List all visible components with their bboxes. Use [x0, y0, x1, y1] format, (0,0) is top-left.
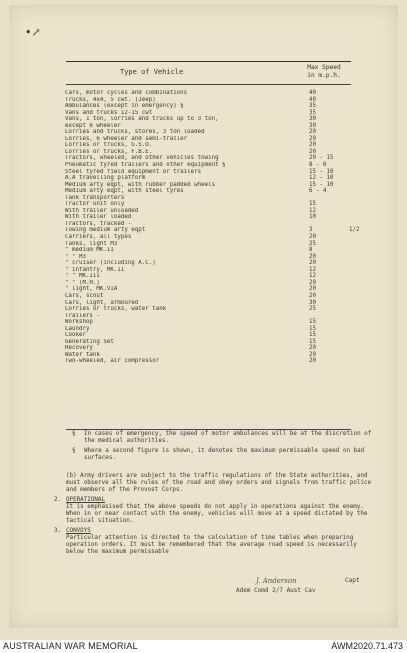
vehicle-type-cell: Cars, scout [65, 292, 104, 299]
paragraph [54, 528, 372, 556]
vehicle-type-cell: Carriers, all types [65, 234, 132, 241]
paragraphs [54, 473, 372, 559]
vehicle-type-cell: A.A travelling platform [65, 175, 146, 182]
paragraph-heading: OPERATIONAL [66, 497, 106, 503]
footer-bar [0, 640, 407, 653]
max-speed-cell: 35 [309, 103, 316, 110]
paragraph [54, 497, 372, 525]
max-speed-cell: 20 [309, 260, 316, 267]
vehicle-type-cell: Steel tyred field equipment or trailers [65, 168, 202, 175]
footnote-mark: § [72, 431, 76, 437]
vehicle-type-cell: Medium arty eqpt, with steel tyres [65, 188, 184, 195]
max-speed-cell: 20 [309, 292, 316, 299]
max-speed-cell: 40 [309, 96, 316, 103]
paragraph [54, 473, 372, 494]
max-speed-cell: 20 [309, 345, 316, 352]
vehicle-type-cell: except 6 wheeler [65, 122, 121, 129]
paragraph-number [54, 473, 66, 494]
vehicle-type-cell: Lorries or trucks, water tank [65, 306, 167, 313]
max-speed-cell: 15 [309, 338, 316, 345]
max-speed-cell: 20 [309, 279, 316, 286]
footer-accession-number: AWM2020.71.473 [331, 641, 403, 651]
footnote-mark: § [72, 448, 76, 454]
table-end-rule [66, 429, 351, 430]
max-speed-cell: 12 [309, 207, 316, 214]
max-speed-cell: 15 [309, 332, 316, 339]
max-speed-cell: 12 - 10 [309, 175, 334, 182]
vehicle-type-cell: Trailers - [65, 312, 100, 319]
paragraph-body [66, 497, 372, 525]
vehicle-type-cell: Pneumatic tyred trailers and other equipment § [65, 162, 226, 169]
max-speed-cell: 35 [309, 109, 316, 116]
vehicle-type-cell: Workshop [65, 319, 93, 326]
vehicle-type-cell: Two-wheeled, air compressor [65, 358, 160, 365]
vehicle-type-cell: Tanks, light M3 [65, 240, 118, 247]
max-speed-cell: 12 [309, 266, 316, 273]
footnote-text: Where a second figure is shown, it denotes the maximum permissable speed on bad surfaces. [84, 448, 365, 461]
max-speed-cell: 20 [309, 351, 316, 358]
max-speed-cell: 30 [309, 122, 316, 129]
max-speed-cell: 15 - 10 [309, 168, 334, 175]
max-speed-extra-cell [349, 358, 369, 365]
max-speed-cell: 20 [309, 253, 316, 260]
column-header-vehicle-type: Type of Vehicle [120, 68, 184, 76]
max-speed-cell: 40 [309, 90, 316, 96]
vehicle-type-cell: " " (M.H.) [65, 279, 100, 286]
max-speed-cell: 20 [309, 358, 316, 365]
vehicle-type-cell: Vans and trucks 12-15 cwt [65, 109, 153, 116]
vehicle-type-cell: " " M3 [65, 253, 86, 260]
paragraph-text: It is emphasised that the above speeds do not apply in operations against the enemy. When in or near contact with the enemy, vehicles will move at a speed dictated by the tactical situation. [66, 504, 368, 524]
max-speed-extra-cell: 1/2 [349, 227, 360, 234]
paragraph-heading: CONVOYS [66, 528, 91, 534]
max-speed-cell: 20 - 15 [309, 155, 334, 162]
vehicle-type-cell: Tractors, tracked - [65, 220, 132, 227]
paragraph-body [66, 473, 372, 494]
vehicle-type-cell: Medium arty eqpt, with rubber padded wheels [65, 181, 216, 188]
table-header-rule [66, 84, 351, 85]
max-speed-cell: 6 - 4 [309, 188, 327, 195]
speed-table [65, 90, 365, 365]
signature: J. Anderson [256, 577, 297, 585]
vehicle-type-cell: Cooker [65, 332, 86, 339]
max-speed-cell: 10 [309, 214, 316, 221]
vehicle-type-cell: With trailer loaded [65, 214, 132, 221]
footer-institution: AUSTRALIAN WAR MEMORIAL [3, 641, 138, 651]
table-top-rule [66, 61, 351, 62]
paragraph-text: Particular attention is directed to the calculation of time tables when preparing operation orders. It must be remembered that the average road speed is necessarily below the maximum permissable [66, 535, 357, 555]
vehicle-type-cell: Cars, light, armoured [65, 299, 139, 306]
max-speed-cell: 15 - 10 [309, 181, 334, 188]
paragraph-text: (b) Army drivers are subject to the traffic regulations of the State authorities, and must observe all the rules of the road and obey orders and signals from traffic police and members of the Provost Corps. [66, 473, 371, 493]
signature-title: Adem Comd 2/7 Aust Cav [236, 587, 316, 594]
max-speed-cell: 20 [309, 286, 316, 293]
table-row [65, 358, 365, 365]
paragraph-body [66, 528, 372, 556]
max-speed-cell: 3 [309, 227, 313, 234]
footnotes [72, 431, 372, 465]
vehicle-type-cell: Cars, motor cycles and combinations [65, 90, 188, 96]
max-speed-cell: 25 [309, 306, 316, 313]
vehicle-type-cell: Recovery [65, 345, 93, 352]
max-speed-cell: 30 [309, 299, 316, 306]
vehicle-type-cell: Tank transporters [65, 194, 125, 201]
corner-pencil-mark: •↗ [25, 26, 41, 39]
vehicle-type-cell: " infantry, MK.II [65, 266, 125, 273]
vehicle-type-cell: With trailer unloaded [65, 207, 139, 214]
paragraph-number: 2. [54, 497, 62, 503]
max-speed-cell: 20 [309, 148, 316, 155]
vehicle-type-cell: " cruiser (including A.C.) [65, 260, 156, 267]
vehicle-type-cell: Lorries, 6 wheeler and semi-trailer [65, 135, 188, 142]
max-speed-cell: 20 [309, 234, 316, 241]
max-speed-cell: 12 [309, 273, 316, 280]
vehicle-type-cell: Vans, 1 ton, lorries and trucks up to 3 ton, [65, 116, 219, 123]
max-speed-cell: 30 [309, 116, 316, 123]
column-header-max-speed: Max Speed in m.p.h. [307, 64, 341, 79]
footnote [72, 448, 372, 462]
vehicle-type-cell: " medium MK.II [65, 247, 114, 254]
signature-rank: Capt [345, 577, 360, 584]
vehicle-type-cell: Tractor unit only [65, 201, 125, 208]
vehicle-type-cell: " light, MK.VIA [65, 286, 118, 293]
max-speed-cell: 8 [309, 247, 313, 254]
vehicle-type-cell: Ambulances (except in emergency) § [65, 103, 184, 110]
vehicle-type-cell: Laundry [65, 325, 90, 332]
vehicle-type-cell: Trucks, 4x4, 5 cwt. (Jeep) [65, 96, 156, 103]
paragraph-number: 3. [54, 528, 62, 534]
max-speed-cell: 20 [309, 142, 316, 149]
vehicle-type-cell: Lorries or trucks, F.B.E. [65, 148, 153, 155]
max-speed-cell: 25 [309, 240, 316, 247]
max-speed-cell: 15 [309, 201, 316, 208]
vehicle-type-cell: Lorries and trucks, stores, 3 ton loaded [65, 129, 205, 136]
vehicle-type-cell: Tractors, wheeled, and other vehicles towing [65, 155, 219, 162]
max-speed-cell: 15 [309, 319, 316, 326]
max-speed-cell: 20 [309, 129, 316, 136]
vehicle-type-cell: Lorries or trucks, G.S.O. [65, 142, 153, 149]
vehicle-type-cell: Generating Set [65, 338, 114, 345]
vehicle-type-cell: Towing medium arty eqpt [65, 227, 146, 234]
vehicle-type-cell: Water tank [65, 351, 100, 358]
max-speed-cell: 8 - 6 [309, 162, 327, 169]
max-speed-cell: 15 [309, 325, 316, 332]
footnote [72, 431, 372, 445]
vehicle-type-cell: " " MK.III [65, 273, 100, 280]
footnote-text: In cases of emergency, the speed of motor ambulances will be at the discretion of the medical authorities. [84, 431, 372, 444]
max-speed-cell: 20 [309, 135, 316, 142]
